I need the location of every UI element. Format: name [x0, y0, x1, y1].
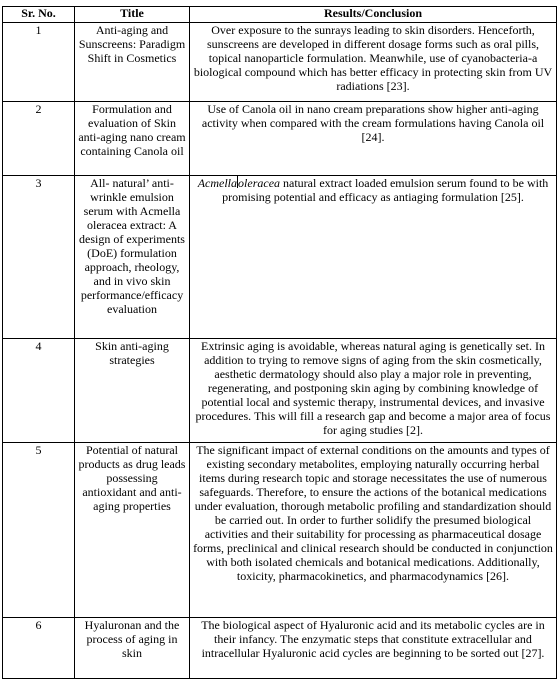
table-row — [3, 102, 557, 176]
table-row — [3, 176, 557, 339]
cell-sr-no: 3 — [3, 176, 75, 339]
cell-sr-no: 2 — [3, 102, 75, 176]
cell-title: Potential of natural products as drug leads possessing antioxidant and anti-aging properties — [75, 443, 190, 618]
cell-title: Hyaluronan and the process of aging in skin — [75, 618, 190, 679]
header-results: Results/Conclusion — [190, 7, 557, 23]
cell-results: Extrinsic aging is avoidable, whereas natural aging is genetically set. In addition to trying to remove signs of aging from the skin cosmetically, aesthetic dermatology should also play a major role in preventing, regenerating, and postponing skin aging by combining knowledge of potential local and systemic therapy, instrumental devices, and invasive procedures. This will fill a research gap and become a major area of focus for aging studies [2]. — [190, 339, 557, 443]
cell-title: Anti-aging and Sunscreens: Paradigm Shift in Cosmetics — [75, 23, 190, 102]
cell-results — [190, 176, 557, 339]
cell-title: Skin anti-aging strategies — [75, 339, 190, 443]
cell-results: The biological aspect of Hyaluronic acid and its metabolic cycles are in their infancy. The enzymatic steps that constitute extracellular and intracellular Hyaluronic acid cycles are beginning to be sorted out [27]. — [190, 618, 557, 679]
table-row — [3, 443, 557, 618]
header-sr-no: Sr. No. — [3, 7, 75, 23]
table-row — [3, 339, 557, 443]
cell-results: The significant impact of external conditions on the amounts and types of existing secondary metabolites, employing naturally occurring herbal items during research topic and storage necessitates the use of numerous safeguards. Therefore, to ensure the actions of the botanical medications under evaluation, thorough metabolic profiling and standardization should be carried out. In order to further solidify the presumed biological activities and their suitability for processing as pharmaceutical dosage forms, preclinical and clinical research should be conducted in conjunction with both isolated chemicals and botanical medications. Additionally, toxicity, pharmacokinetics, and pharmacodynamics [26]. — [190, 443, 557, 618]
species-genus-italic: Acmella — [197, 176, 238, 190]
species-epithet-italic: oleracea — [238, 176, 281, 190]
table-header-row — [3, 7, 557, 23]
cell-results-text: natural extract loaded emulsion serum found to be with promising potential and efficacy as antiaging formulation [25]. — [222, 176, 549, 204]
results-table — [2, 6, 557, 679]
cell-title: All- natural’ anti-wrinkle emulsion serum with Acmella oleracea extract: A design of experiments (DoE) formulation approach, rheology, and in vivo skin performance/efficacy evaluation — [75, 176, 190, 339]
cell-sr-no: 6 — [3, 618, 75, 679]
cell-results: Over exposure to the sunrays leading to skin disorders. Henceforth, sunscreens are developed in different dosage forms such as oral pills, topical nanoparticle formulation. Meanwhile, use of cyanobacteria-a biological compound which has better efficacy in protecting skin from UV radiations [23]. — [190, 23, 557, 102]
cell-sr-no: 1 — [3, 23, 75, 102]
cell-sr-no: 4 — [3, 339, 75, 443]
cell-title: Formulation and evaluation of Skin anti-aging nano cream containing Canola oil — [75, 102, 190, 176]
header-title: Title — [75, 7, 190, 23]
cell-sr-no: 5 — [3, 443, 75, 618]
cell-results: Use of Canola oil in nano cream preparations show higher anti-aging activity when compared with the cream formulations having Canola oil [24]. — [190, 102, 557, 176]
table-row — [3, 618, 557, 679]
table-row — [3, 23, 557, 102]
